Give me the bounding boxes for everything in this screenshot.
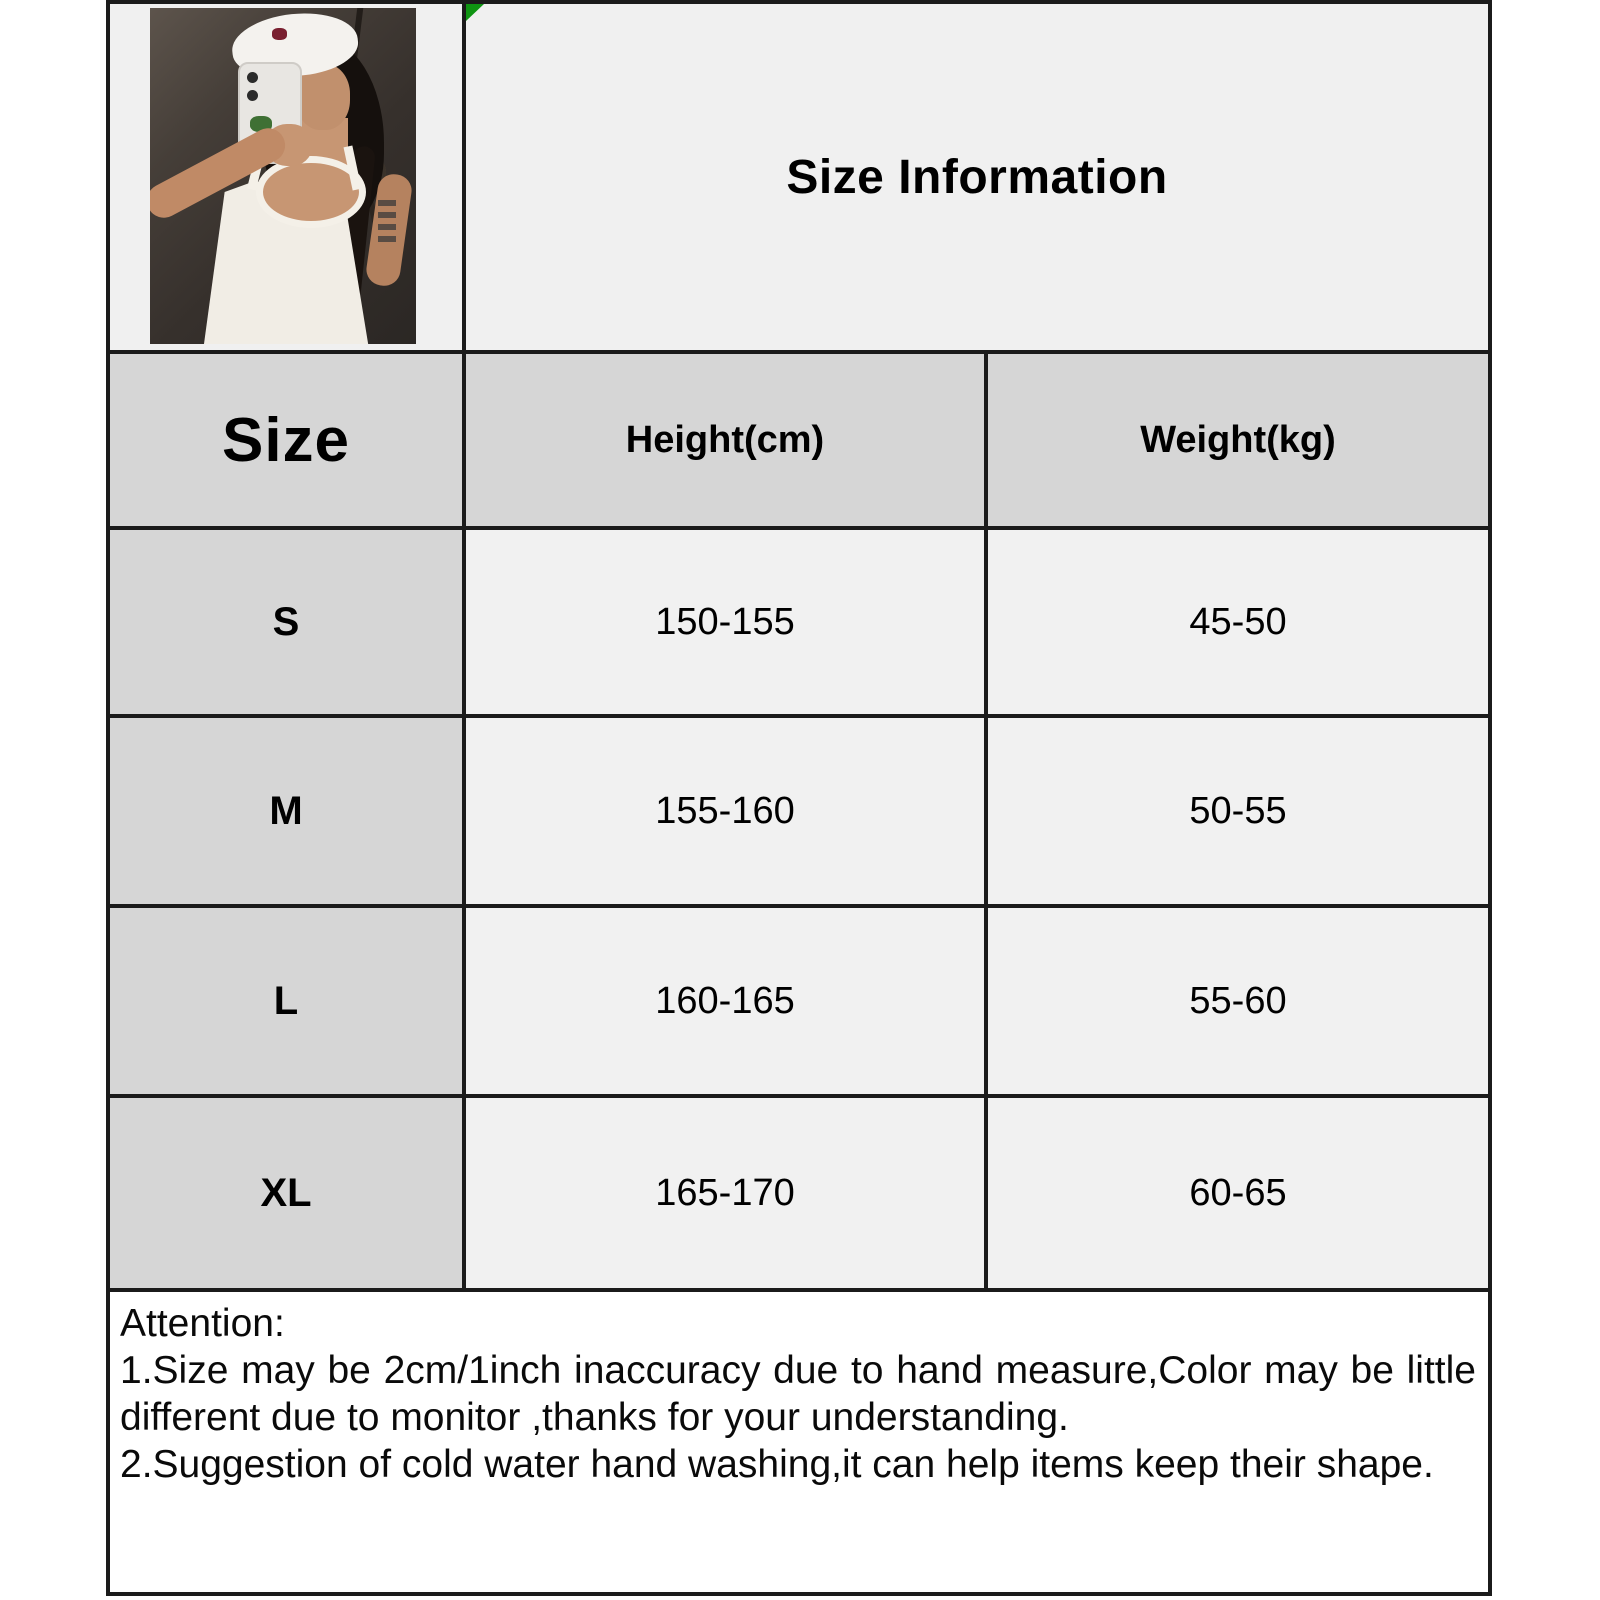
table-row-s-size: S: [110, 530, 462, 714]
product-photo-cell: [110, 4, 462, 350]
table-row-m-size: M: [110, 718, 462, 904]
attention-heading: Attention:: [120, 1302, 285, 1345]
column-header-size: Size: [110, 354, 462, 526]
photo-cap-logo: [272, 28, 287, 40]
table-row-s-height: 150-155: [466, 530, 984, 714]
attention-note-2: 2.Suggestion of cold water hand washing,it can help items keep their shape.: [120, 1443, 1434, 1486]
size-chart-table: [106, 0, 1492, 1596]
table-row-m-weight: 50-55: [988, 718, 1488, 904]
table-row-xl-height: 165-170: [466, 1098, 984, 1288]
attention-note-1: 1.Size may be 2cm/1inch inaccuracy due to hand measure,Color may be little different due to monitor ,thanks for your understanding.: [120, 1349, 1476, 1439]
table-row-l-height: 160-165: [466, 908, 984, 1094]
table-row-s-weight: 45-50: [988, 530, 1488, 714]
title-cell: [466, 4, 1488, 350]
table-row-xl-size: XL: [110, 1098, 462, 1288]
photo-phone-camera-icon: [247, 72, 258, 83]
page-title: Size Information: [786, 150, 1168, 204]
column-header-weight: Weight(kg): [988, 354, 1488, 526]
product-photo: [150, 8, 416, 344]
table-row-l-weight: 55-60: [988, 908, 1488, 1094]
photo-phone-camera-icon: [247, 90, 258, 101]
table-row-xl-weight: 60-65: [988, 1098, 1488, 1288]
table-row-m-height: 155-160: [466, 718, 984, 904]
attention-section: [110, 1292, 1488, 1592]
table-row-l-size: L: [110, 908, 462, 1094]
photo-arm-tattoo: [378, 200, 396, 244]
green-corner-triangle-icon: [466, 4, 484, 21]
column-header-height: Height(cm): [466, 354, 984, 526]
